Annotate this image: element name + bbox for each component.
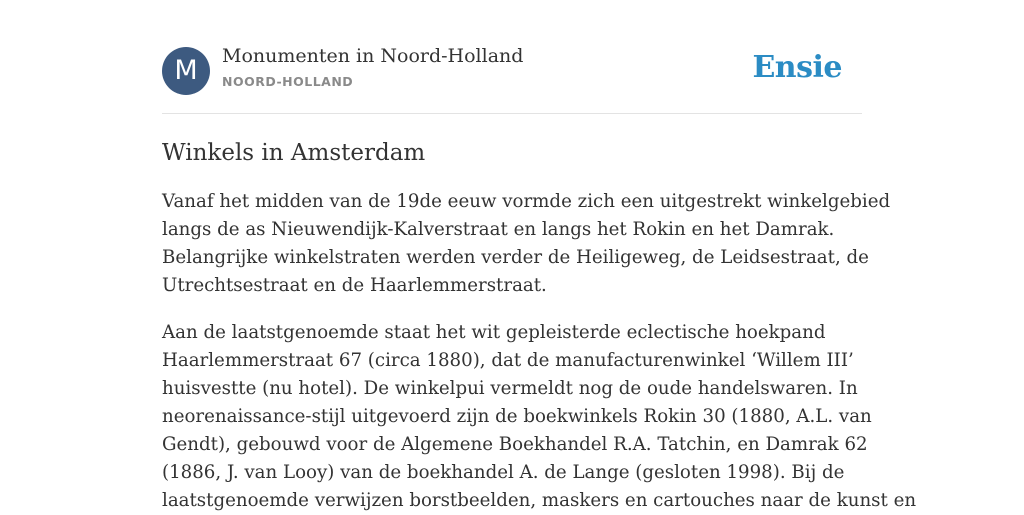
site-title[interactable]: Monumenten in Noord-Holland (222, 45, 524, 67)
paragraph-line: neorenaissance-stijl uitgevoerd zijn de boekwinkels Rokin 30 (1880, A.L. van (162, 406, 872, 427)
paragraph-line: (1886, J. van Looy) van de boekhandel A. de Lange (gesloten 1998). Bij de (162, 462, 845, 483)
article-paragraph-2 (162, 319, 917, 515)
paragraph-line: Vanaf het midden van de 19de eeuw vormde zich een uitgestrekt winkelgebied (162, 191, 891, 212)
brand-logo[interactable]: Ensie (752, 50, 842, 85)
page (162, 0, 917, 515)
paragraph-line: laatstgenoemde verwijzen borstbeelden, maskers en cartouches naar de kunst en (162, 490, 917, 511)
paragraph-line: Utrechtsestraat en de Haarlemmerstraat. (162, 275, 547, 296)
paragraph-line: Belangrijke winkelstraten werden verder de Heiligeweg, de Leidsestraat, de (162, 247, 869, 268)
paragraph-line: Aan de laatstgenoemde staat het wit gepleisterde eclectische hoekpand (162, 322, 826, 343)
site-subtitle[interactable]: NOORD-HOLLAND (222, 74, 354, 89)
avatar[interactable]: M (162, 47, 210, 95)
site-header (162, 0, 862, 114)
article-title: Winkels in Amsterdam (162, 140, 426, 166)
paragraph-line: langs de as Nieuwendijk-Kalverstraat en langs het Rokin en het Damrak. (162, 219, 835, 240)
paragraph-line: Gendt), gebouwd voor de Algemene Boekhandel R.A. Tatchin, en Damrak 62 (162, 434, 868, 455)
paragraph-line: huisvestte (nu hotel). De winkelpui vermeldt nog de oude handelswaren. In (162, 378, 858, 399)
paragraph-line: Haarlemmerstraat 67 (circa 1880), dat de manufacturenwinkel ‘Willem III’ (162, 350, 854, 371)
article-paragraph-1 (162, 188, 891, 300)
